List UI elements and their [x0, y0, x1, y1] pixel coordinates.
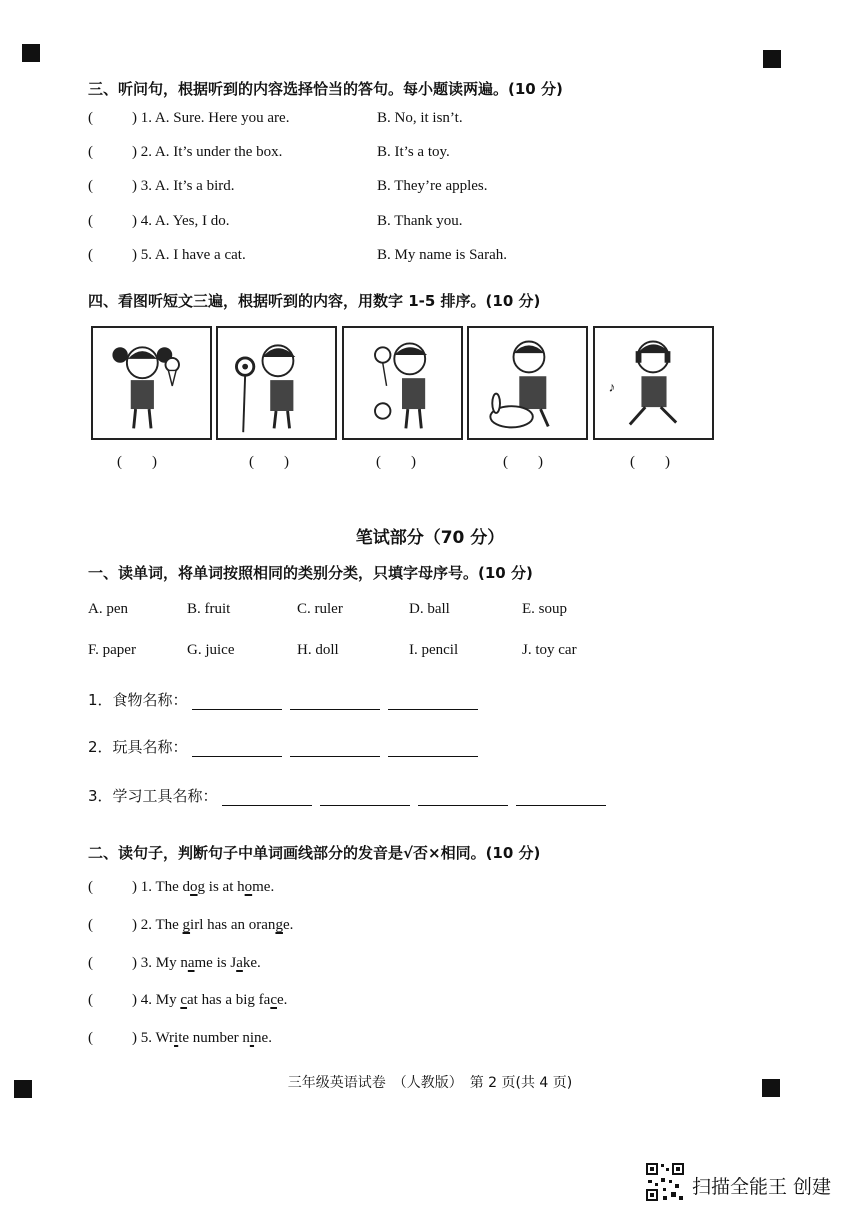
girl-balloon-illustration: [344, 328, 461, 438]
page-footer: 三年级英语试卷 （人教版） 第 2 页(共 4 页): [287, 1075, 573, 1091]
qr-code-icon: [645, 1162, 685, 1202]
phonics-sentence: ) 1. The dog is at home.: [132, 879, 275, 895]
phonics-sentence: ) 2. The girl has an orange.: [132, 917, 294, 933]
word-option: F. paper: [88, 642, 136, 658]
picture-girl-music: [593, 326, 714, 440]
girl-flower-illustration: [218, 328, 335, 438]
girl-rabbit-illustration: [469, 328, 586, 438]
word-option: H. doll: [297, 642, 339, 658]
option-b: B. They’re apples.: [377, 178, 488, 194]
word-option: B. fruit: [187, 601, 231, 617]
picture-girl-flower: [216, 326, 337, 440]
answer-paren[interactable]: (: [88, 247, 93, 263]
word-option: A. pen: [88, 601, 128, 617]
order-answer-1[interactable]: ( ): [117, 454, 157, 470]
option-b: B. No, it isn’t.: [377, 110, 463, 126]
girl-ice-cream-illustration: [93, 328, 210, 438]
answer-paren[interactable]: (: [88, 879, 93, 895]
answer-blank[interactable]: [516, 791, 606, 806]
answer-paren[interactable]: (: [88, 1030, 93, 1046]
option-b: B. My name is Sarah.: [377, 247, 507, 263]
option-b: B. It’s a toy.: [377, 144, 450, 160]
answer-paren[interactable]: (: [88, 110, 93, 126]
option-a: ) 4. A. Yes, I do.: [132, 213, 230, 229]
option-a: ) 2. A. It’s under the box.: [132, 144, 283, 160]
answer-blank[interactable]: [222, 791, 312, 806]
answer-blank[interactable]: [290, 695, 380, 710]
word-option: G. juice: [187, 642, 235, 658]
category-food: [88, 689, 486, 710]
picture-girl-balloon: [342, 326, 463, 440]
order-answer-2[interactable]: ( ): [249, 454, 289, 470]
girl-music-illustration: [595, 328, 712, 438]
word-option: I. pencil: [409, 642, 459, 658]
option-a: ) 3. A. It’s a bird.: [132, 178, 235, 194]
answer-paren[interactable]: (: [88, 992, 93, 1008]
word-option: D. ball: [409, 601, 450, 617]
section-3-heading: 三、听问句，根据听到的内容选择恰当的答句。每小题读两遍。(10 分): [88, 80, 563, 98]
word-option: J. toy car: [522, 642, 577, 658]
answer-paren[interactable]: (: [88, 213, 93, 229]
order-answer-5[interactable]: ( ): [630, 454, 670, 470]
svg-text:♪: ♪: [608, 379, 616, 395]
answer-blank[interactable]: [320, 791, 410, 806]
order-answer-3[interactable]: ( ): [376, 454, 416, 470]
section-4-heading: 四、看图听短文三遍，根据听到的内容，用数字 1-5 排序。(10 分): [88, 292, 541, 310]
answer-blank[interactable]: [388, 742, 478, 757]
phonics-sentence: ) 4. My cat has a big face.: [132, 992, 288, 1008]
picture-girl-rabbit: [467, 326, 588, 440]
answer-paren[interactable]: (: [88, 144, 93, 160]
corner-marker-top-left: [22, 44, 40, 62]
picture-girl-ice-cream: [91, 326, 212, 440]
category-label: 2．玩具名称：: [88, 738, 188, 756]
category-toys: [88, 736, 486, 757]
corner-marker-top-right: [763, 50, 781, 68]
order-answer-4[interactable]: ( ): [503, 454, 543, 470]
written-section-title: 笔试部分（70 分）: [355, 528, 505, 548]
category-label: 3．学习工具名称：: [88, 787, 218, 805]
word-option: E. soup: [522, 601, 567, 617]
category-school-tools: [88, 785, 614, 806]
option-b: B. Thank you.: [377, 213, 463, 229]
option-a: ) 1. A. Sure. Here you are.: [132, 110, 290, 126]
category-label: 1．食物名称：: [88, 691, 188, 709]
scanner-brand-text: 扫描全能王 创建: [692, 1176, 832, 1198]
written-part1-heading: 一、读单词，将单词按照相同的类别分类，只填字母序号。(10 分): [88, 564, 533, 582]
answer-blank[interactable]: [192, 742, 282, 757]
written-part2-heading: 二、读句子，判断句子中单词画线部分的发音是√否×相同。(10 分): [88, 844, 541, 862]
phonics-sentence: ) 5. Write number nine.: [132, 1030, 272, 1046]
answer-paren[interactable]: (: [88, 955, 93, 971]
option-a: ) 5. A. I have a cat.: [132, 247, 246, 263]
answer-blank[interactable]: [418, 791, 508, 806]
answer-blank[interactable]: [388, 695, 478, 710]
phonics-sentence: ) 3. My name is Jake.: [132, 955, 261, 971]
answer-paren[interactable]: (: [88, 917, 93, 933]
answer-paren[interactable]: (: [88, 178, 93, 194]
answer-blank[interactable]: [290, 742, 380, 757]
answer-blank[interactable]: [192, 695, 282, 710]
word-option: C. ruler: [297, 601, 343, 617]
